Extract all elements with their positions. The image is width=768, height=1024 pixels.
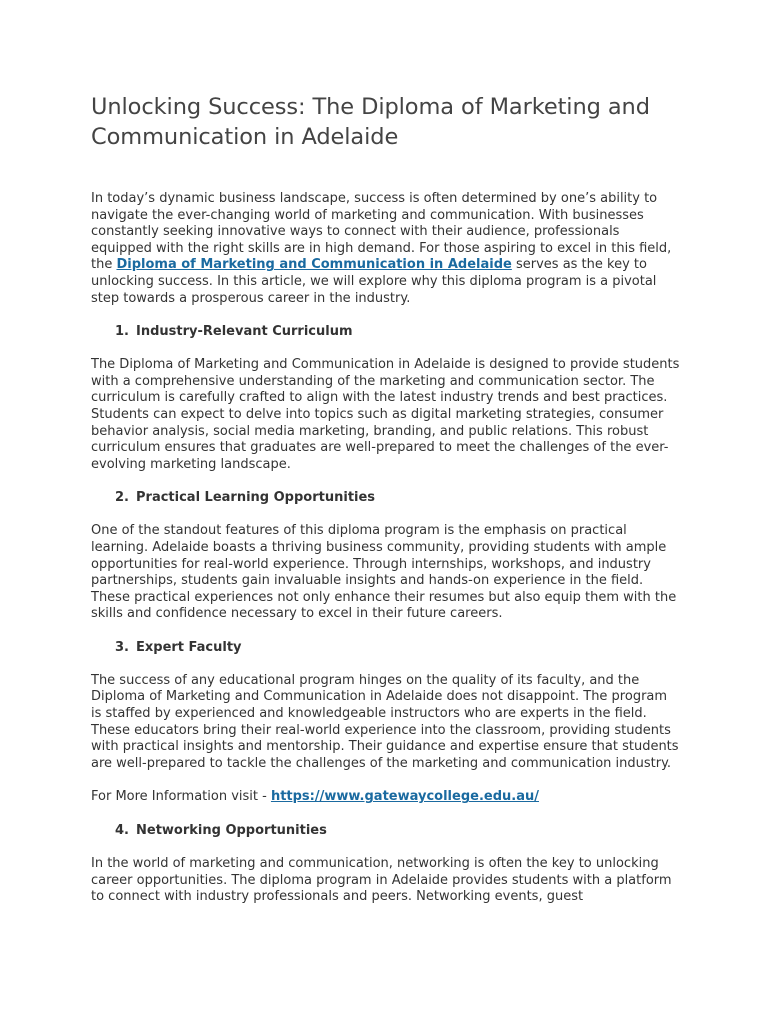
section-paragraph-4: In the world of marketing and communication, networking is often the key to unlocking career opportunities. The diploma program in Adelaide provides students with a platform to connect with industry professionals and peers. Networking events, guest [91, 856, 672, 905]
section-heading-1 [91, 324, 681, 340]
section-heading-text: Practical Learning Opportunities [136, 490, 376, 506]
diploma-link[interactable]: Diploma of Marketing and Communication in Adelaide [116, 257, 512, 273]
section-heading-3 [91, 640, 681, 656]
section-heading-text: Industry-Relevant Curriculum [136, 324, 353, 340]
website-link[interactable]: https://www.gatewaycollege.edu.au/ [270, 789, 539, 805]
intro-paragraph [91, 191, 681, 307]
intro-text-after-link: serves as the key to unlocking success. In this article, we will explore why this diploma program is a pivotal step towards a prosperous career in the industry. [91, 257, 657, 306]
page-title: Unlocking Success: The Diploma of Marketing and Communication in Adelaide [91, 94, 650, 150]
more-info-line [91, 789, 681, 806]
section-number: 2. [115, 490, 129, 506]
section-heading-text: Expert Faculty [136, 639, 242, 655]
intro-text-before-link: In today’s dynamic business landscape, success is often determined by one’s ability to navigate the ever-changing world of marketing and communication. With businesses constantly seeking innovative ways to connect with their audience, professionals equipped with the right skills are in high demand. For those aspiring to excel in this field, the [91, 191, 672, 273]
section-number: 3. [115, 639, 129, 655]
section-number: 4. [115, 823, 129, 839]
section-heading-4 [91, 823, 681, 839]
section-heading-text: Networking Opportunities [136, 823, 327, 839]
section-heading-2 [91, 490, 681, 506]
document-page [91, 92, 681, 906]
more-info-label: For More Information visit - [91, 789, 271, 805]
section-paragraph-2: One of the standout features of this diploma program is the emphasis on practical learning. Adelaide boasts a thriving business community, providing students with ample opportunities for real-world experience. Through internships, workshops, and industry partnerships, students gain invaluable insights and hands-on experience in the field. These practical experiences not only enhance their resumes but also equip them with the skills and confidence necessary to excel in their future careers. [91, 523, 677, 622]
section-number: 1. [115, 324, 129, 340]
section-paragraph-3: The success of any educational program hinges on the quality of its faculty, and the Diploma of Marketing and Communication in Adelaide does not disappoint. The program is staffed by experienced and knowledgeable instructors who are experts in the field. These educators bring their real-world experience into the classroom, providing students with practical insights and mentorship. Their guidance and expertise ensure that students are well-prepared to tackle the challenges of the marketing and communication industry. [91, 672, 679, 771]
section-paragraph-1: The Diploma of Marketing and Communication in Adelaide is designed to provide students with a comprehensive understanding of the marketing and communication sector. The curriculum is carefully crafted to align with the latest industry trends and best practices. Students can expect to delve into topics such as digital marketing strategies, consumer behavior analysis, social media marketing, branding, and public relations. This robust curriculum ensures that graduates are well-prepared to meet the challenges of the ever-evolving marketing landscape. [91, 357, 680, 472]
